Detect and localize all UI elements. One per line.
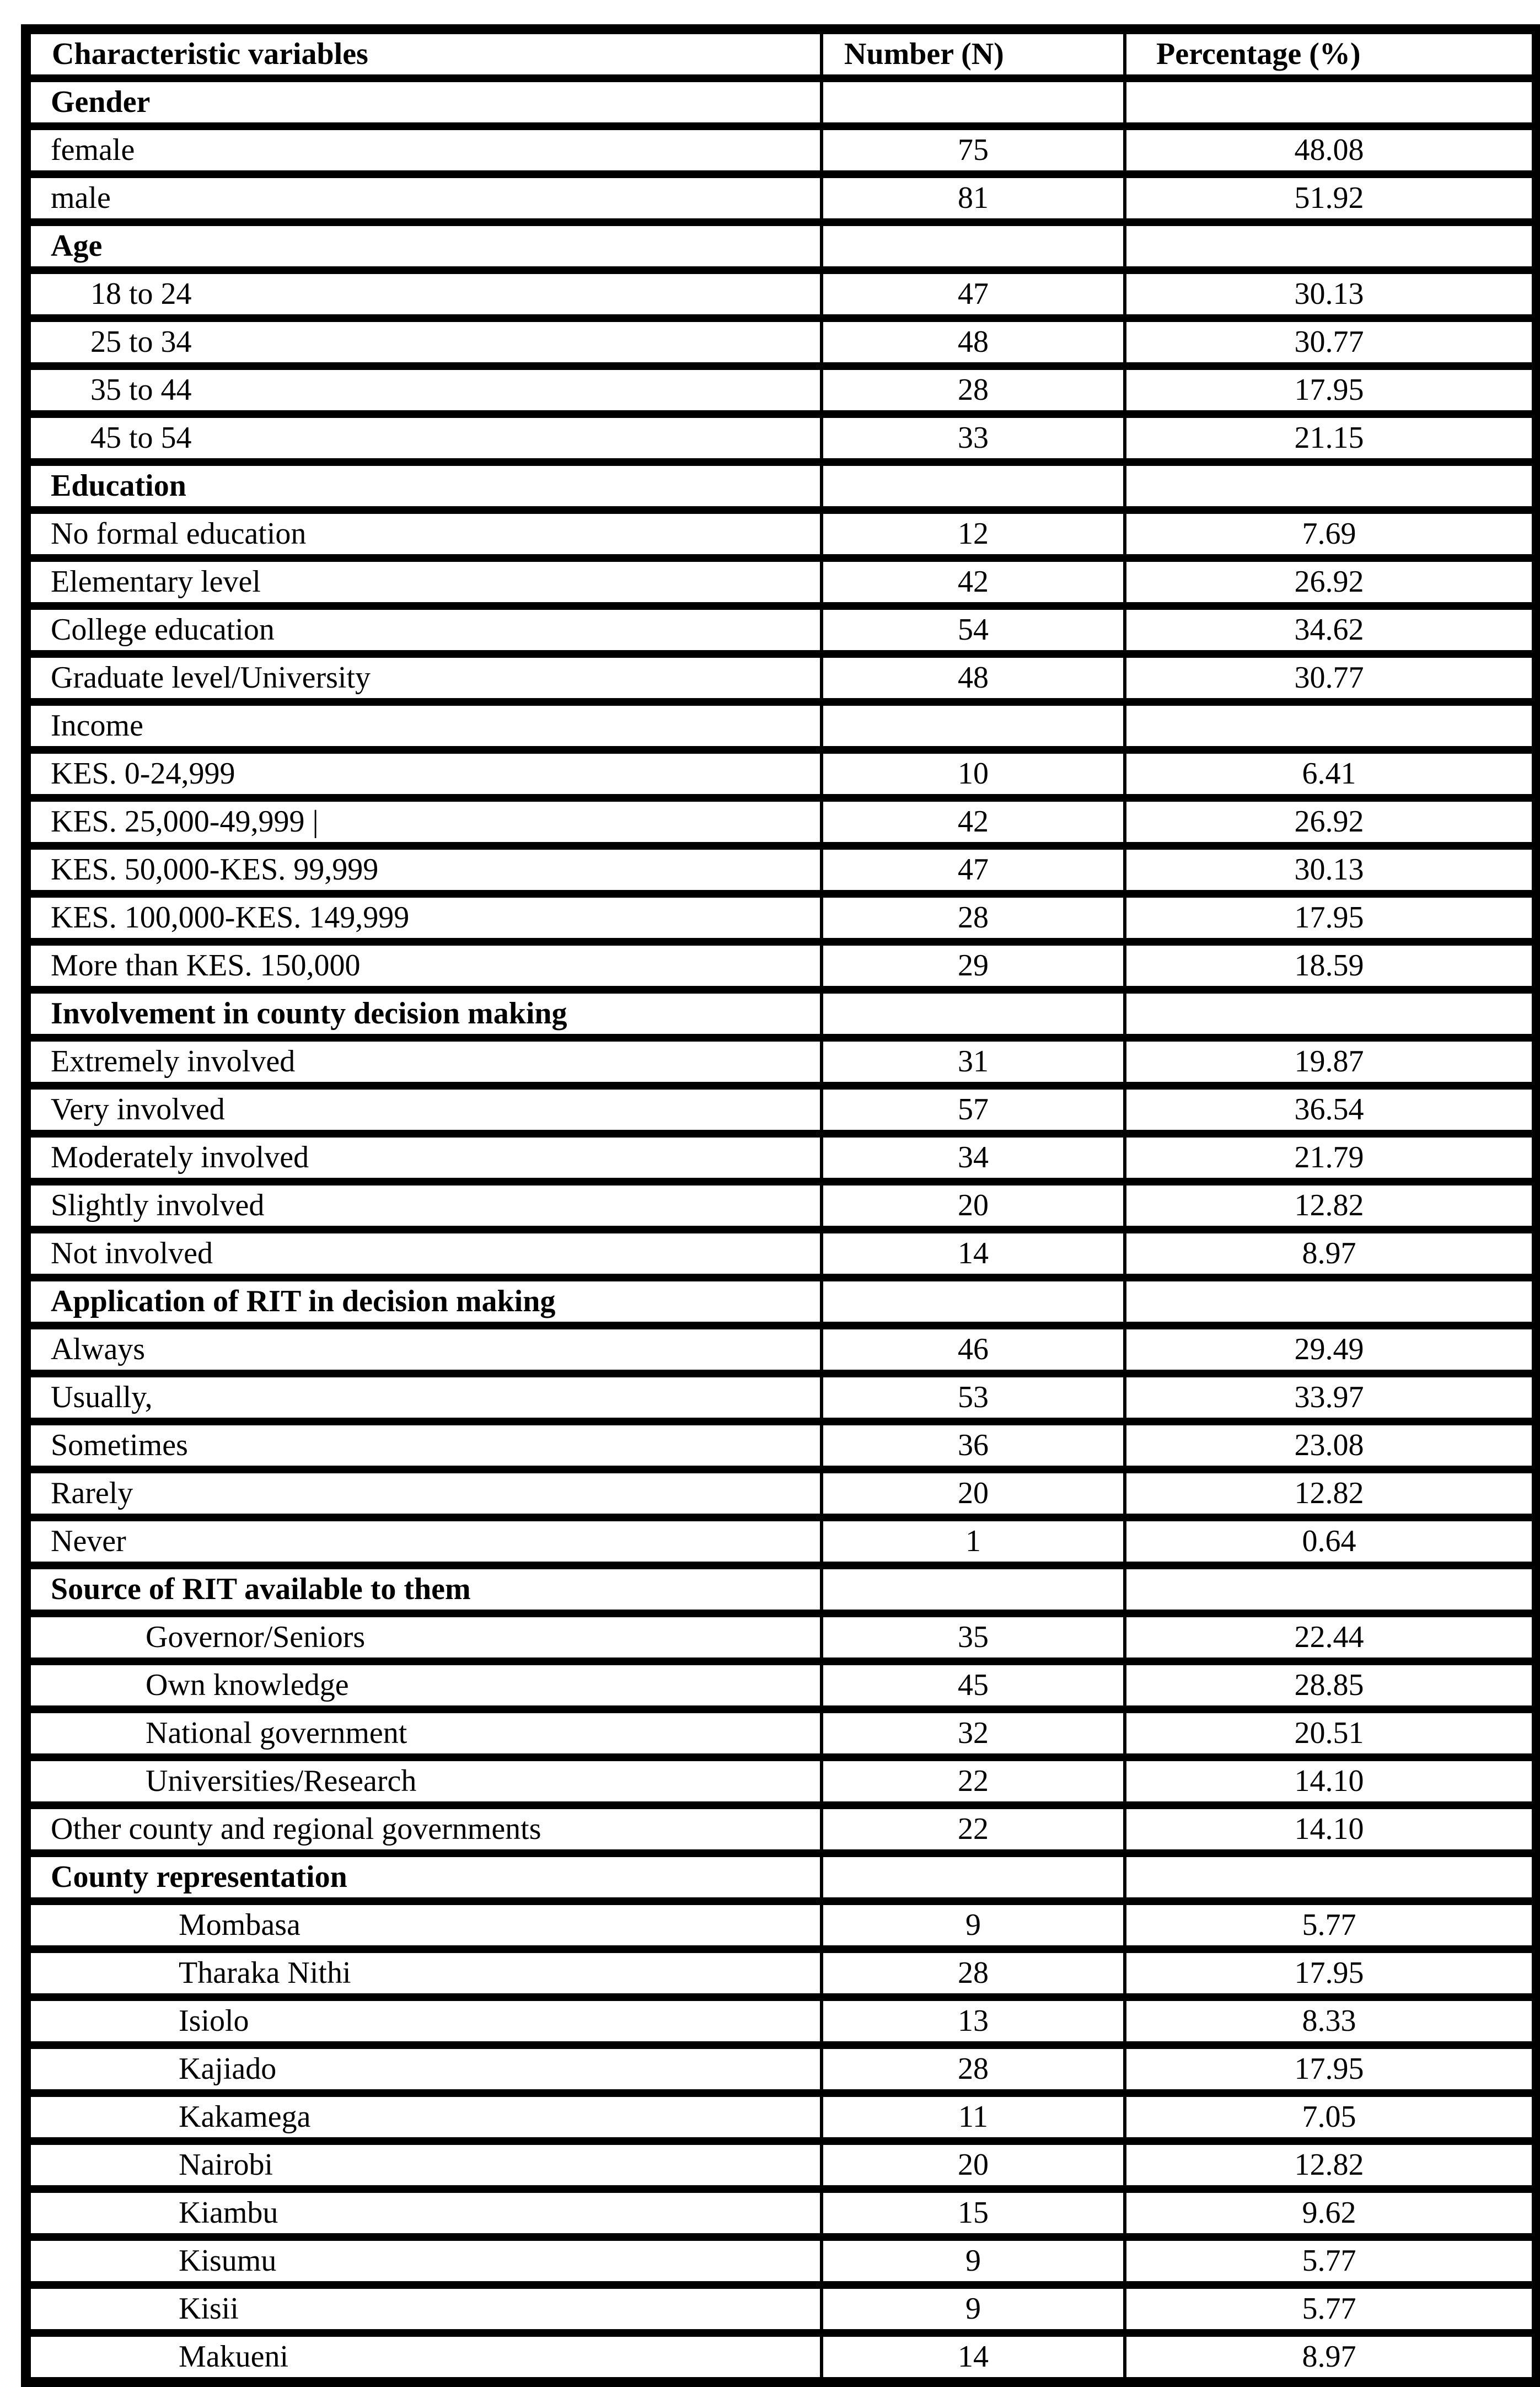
cell-label: KES. 0-24,999 [26, 750, 822, 798]
cell-label: Extremely involved [26, 1038, 822, 1086]
table-row [26, 2285, 1537, 2333]
cell-percentage [1125, 462, 1537, 510]
cell-label: Sometimes [26, 1422, 822, 1469]
cell-number: 47 [822, 846, 1125, 894]
cell-number: 11 [822, 2093, 1125, 2141]
cell-label: Graduate level/University [26, 654, 822, 702]
cell-number: 33 [822, 414, 1125, 462]
table-row [26, 846, 1537, 894]
section-row [26, 78, 1537, 126]
cell-number: 54 [822, 606, 1125, 654]
cell-percentage [1125, 990, 1537, 1038]
table-row [26, 126, 1537, 174]
table-row [26, 942, 1537, 990]
cell-percentage: 17.95 [1125, 2045, 1537, 2093]
section-row [26, 222, 1537, 270]
cell-number [822, 462, 1125, 510]
cell-percentage: 21.79 [1125, 1134, 1537, 1182]
section-row [26, 990, 1537, 1038]
cell-label: Application of RIT in decision making [26, 1278, 822, 1326]
table-row [26, 1517, 1537, 1565]
cell-percentage: 14.10 [1125, 1805, 1537, 1853]
cell-number: 20 [822, 1182, 1125, 1230]
column-header-characteristic-variables: Characteristic variables [26, 29, 822, 78]
cell-label: Slightly involved [26, 1182, 822, 1230]
table-row [26, 1709, 1537, 1757]
table-row [26, 174, 1537, 222]
column-header-number: Number (N) [822, 29, 1125, 78]
cell-percentage: 9.62 [1125, 2189, 1537, 2237]
cell-number [822, 1565, 1125, 1613]
cell-label: male [26, 174, 822, 222]
cell-percentage: 5.77 [1125, 2285, 1537, 2333]
section-row [26, 462, 1537, 510]
cell-percentage: 30.13 [1125, 270, 1537, 318]
cell-label: Kakamega [26, 2093, 822, 2141]
cell-label: Gender [26, 78, 822, 126]
cell-percentage: 17.95 [1125, 1949, 1537, 1997]
cell-percentage: 30.77 [1125, 318, 1537, 366]
cell-percentage: 26.92 [1125, 558, 1537, 606]
cell-label: No formal education [26, 510, 822, 558]
cell-percentage: 8.33 [1125, 1997, 1537, 2045]
table-row [26, 1469, 1537, 1517]
header-row [26, 29, 1537, 78]
cell-percentage: 20.51 [1125, 1709, 1537, 1757]
cell-number: 13 [822, 1997, 1125, 2045]
cell-number: 14 [822, 1230, 1125, 1278]
cell-label: Makueni [26, 2333, 822, 2382]
cell-number: 20 [822, 2141, 1125, 2189]
cell-label: Kisii [26, 2285, 822, 2333]
cell-percentage: 6.41 [1125, 750, 1537, 798]
cell-percentage: 33.97 [1125, 1374, 1537, 1422]
cell-number [822, 222, 1125, 270]
cell-percentage [1125, 1565, 1537, 1613]
cell-number: 22 [822, 1805, 1125, 1853]
cell-label: Very involved [26, 1086, 822, 1134]
cell-percentage: 5.77 [1125, 2237, 1537, 2285]
cell-label: KES. 50,000-KES. 99,999 [26, 846, 822, 894]
cell-label: County representation [26, 1853, 822, 1901]
cell-label: Universities/Research [26, 1757, 822, 1805]
cell-label: Never [26, 1517, 822, 1565]
cell-label: Income [26, 702, 822, 750]
cell-percentage: 5.77 [1125, 1901, 1537, 1949]
table-row [26, 2093, 1537, 2141]
cell-number: 48 [822, 654, 1125, 702]
cell-number: 81 [822, 174, 1125, 222]
cell-label: 45 to 54 [26, 414, 822, 462]
cell-number: 1 [822, 1517, 1125, 1565]
cell-number: 28 [822, 366, 1125, 414]
table-row [26, 750, 1537, 798]
cell-percentage: 12.82 [1125, 1469, 1537, 1517]
cell-percentage [1125, 78, 1537, 126]
cell-number: 12 [822, 510, 1125, 558]
section-row [26, 1565, 1537, 1613]
cell-label: Own knowledge [26, 1661, 822, 1709]
cell-number: 22 [822, 1757, 1125, 1805]
table-row [26, 1086, 1537, 1134]
cell-label: Isiolo [26, 1997, 822, 2045]
cell-number: 57 [822, 1086, 1125, 1134]
cell-number: 9 [822, 1901, 1125, 1949]
cell-percentage [1125, 1853, 1537, 1901]
table-row [26, 1422, 1537, 1469]
table-row [26, 1230, 1537, 1278]
cell-number [822, 990, 1125, 1038]
table-row [26, 510, 1537, 558]
cell-label: Governor/Seniors [26, 1613, 822, 1661]
section-row [26, 1853, 1537, 1901]
table-row [26, 366, 1537, 414]
cell-label: Kisumu [26, 2237, 822, 2285]
cell-percentage [1125, 222, 1537, 270]
cell-number: 75 [822, 126, 1125, 174]
table-row [26, 1901, 1537, 1949]
cell-label: Mombasa [26, 1901, 822, 1949]
table-row [26, 1997, 1537, 2045]
cell-label: Rarely [26, 1469, 822, 1517]
cell-number: 9 [822, 2237, 1125, 2285]
cell-percentage [1125, 1278, 1537, 1326]
cell-number: 10 [822, 750, 1125, 798]
cell-percentage: 30.13 [1125, 846, 1537, 894]
table-row [26, 894, 1537, 942]
table-row [26, 1805, 1537, 1853]
cell-number: 14 [822, 2333, 1125, 2382]
table-row [26, 1038, 1537, 1086]
cell-label: Always [26, 1326, 822, 1374]
cell-percentage: 26.92 [1125, 798, 1537, 846]
table-row [26, 270, 1537, 318]
cell-number: 28 [822, 1949, 1125, 1997]
cell-percentage: 8.97 [1125, 1230, 1537, 1278]
cell-label: Usually, [26, 1374, 822, 1422]
cell-label: Kiambu [26, 2189, 822, 2237]
section-row [26, 702, 1537, 750]
table-row [26, 606, 1537, 654]
cell-percentage [1125, 702, 1537, 750]
cell-label: Not involved [26, 1230, 822, 1278]
table-row [26, 2237, 1537, 2285]
cell-percentage: 7.69 [1125, 510, 1537, 558]
column-header-percentage: Percentage (%) [1125, 29, 1537, 78]
cell-label: 35 to 44 [26, 366, 822, 414]
cell-label: Age [26, 222, 822, 270]
cell-label: More than KES. 150,000 [26, 942, 822, 990]
section-row [26, 1278, 1537, 1326]
cell-number: 9 [822, 2285, 1125, 2333]
cell-number: 35 [822, 1613, 1125, 1661]
cell-percentage: 48.08 [1125, 126, 1537, 174]
table-row [26, 654, 1537, 702]
cell-percentage: 19.87 [1125, 1038, 1537, 1086]
table-row [26, 2045, 1537, 2093]
table-row [26, 1949, 1537, 1997]
cell-number: 53 [822, 1374, 1125, 1422]
cell-label: Other county and regional governments [26, 1805, 822, 1853]
cell-number: 32 [822, 1709, 1125, 1757]
cell-number: 28 [822, 2045, 1125, 2093]
cell-percentage: 17.95 [1125, 894, 1537, 942]
cell-label: KES. 25,000-49,999 | [26, 798, 822, 846]
cell-label: Elementary level [26, 558, 822, 606]
cell-label: KES. 100,000-KES. 149,999 [26, 894, 822, 942]
cell-number: 28 [822, 894, 1125, 942]
cell-number: 42 [822, 558, 1125, 606]
table-row [26, 1613, 1537, 1661]
cell-label: Kajiado [26, 2045, 822, 2093]
table-row [26, 1182, 1537, 1230]
cell-label: Tharaka Nithi [26, 1949, 822, 1997]
cell-number [822, 1278, 1125, 1326]
cell-percentage: 21.15 [1125, 414, 1537, 462]
cell-label: Moderately involved [26, 1134, 822, 1182]
cell-percentage: 7.05 [1125, 2093, 1537, 2141]
cell-percentage: 23.08 [1125, 1422, 1537, 1469]
cell-number: 42 [822, 798, 1125, 846]
cell-number: 29 [822, 942, 1125, 990]
table-row [26, 798, 1537, 846]
cell-percentage: 12.82 [1125, 2141, 1537, 2189]
cell-label: Source of RIT available to them [26, 1565, 822, 1613]
cell-percentage: 22.44 [1125, 1613, 1537, 1661]
table-row [26, 2189, 1537, 2237]
cell-percentage: 18.59 [1125, 942, 1537, 990]
cell-number: 46 [822, 1326, 1125, 1374]
cell-label: Involvement in county decision making [26, 990, 822, 1038]
cell-percentage: 12.82 [1125, 1182, 1537, 1230]
cell-label: National government [26, 1709, 822, 1757]
cell-percentage: 0.64 [1125, 1517, 1537, 1565]
cell-number: 20 [822, 1469, 1125, 1517]
table-body [26, 78, 1537, 2382]
cell-percentage: 51.92 [1125, 174, 1537, 222]
table-row [26, 2141, 1537, 2189]
cell-percentage: 36.54 [1125, 1086, 1537, 1134]
table-row [26, 1326, 1537, 1374]
cell-percentage: 17.95 [1125, 366, 1537, 414]
table-row [26, 1374, 1537, 1422]
cell-label: 25 to 34 [26, 318, 822, 366]
cell-label: Education [26, 462, 822, 510]
cell-number: 48 [822, 318, 1125, 366]
cell-label: Nairobi [26, 2141, 822, 2189]
table-row [26, 414, 1537, 462]
demographics-table [21, 24, 1540, 2387]
cell-number [822, 1853, 1125, 1901]
cell-number: 45 [822, 1661, 1125, 1709]
cell-label: female [26, 126, 822, 174]
cell-percentage: 34.62 [1125, 606, 1537, 654]
cell-number [822, 702, 1125, 750]
cell-number: 36 [822, 1422, 1125, 1469]
cell-percentage: 8.97 [1125, 2333, 1537, 2382]
cell-percentage: 14.10 [1125, 1757, 1537, 1805]
table-row [26, 558, 1537, 606]
cell-number: 31 [822, 1038, 1125, 1086]
table-row [26, 1134, 1537, 1182]
cell-percentage: 29.49 [1125, 1326, 1537, 1374]
table-row [26, 2333, 1537, 2382]
table-row [26, 1757, 1537, 1805]
table-row [26, 318, 1537, 366]
cell-percentage: 30.77 [1125, 654, 1537, 702]
cell-number [822, 78, 1125, 126]
cell-percentage: 28.85 [1125, 1661, 1537, 1709]
cell-number: 15 [822, 2189, 1125, 2237]
cell-number: 34 [822, 1134, 1125, 1182]
cell-label: College education [26, 606, 822, 654]
cell-label: 18 to 24 [26, 270, 822, 318]
cell-number: 47 [822, 270, 1125, 318]
table-row [26, 1661, 1537, 1709]
